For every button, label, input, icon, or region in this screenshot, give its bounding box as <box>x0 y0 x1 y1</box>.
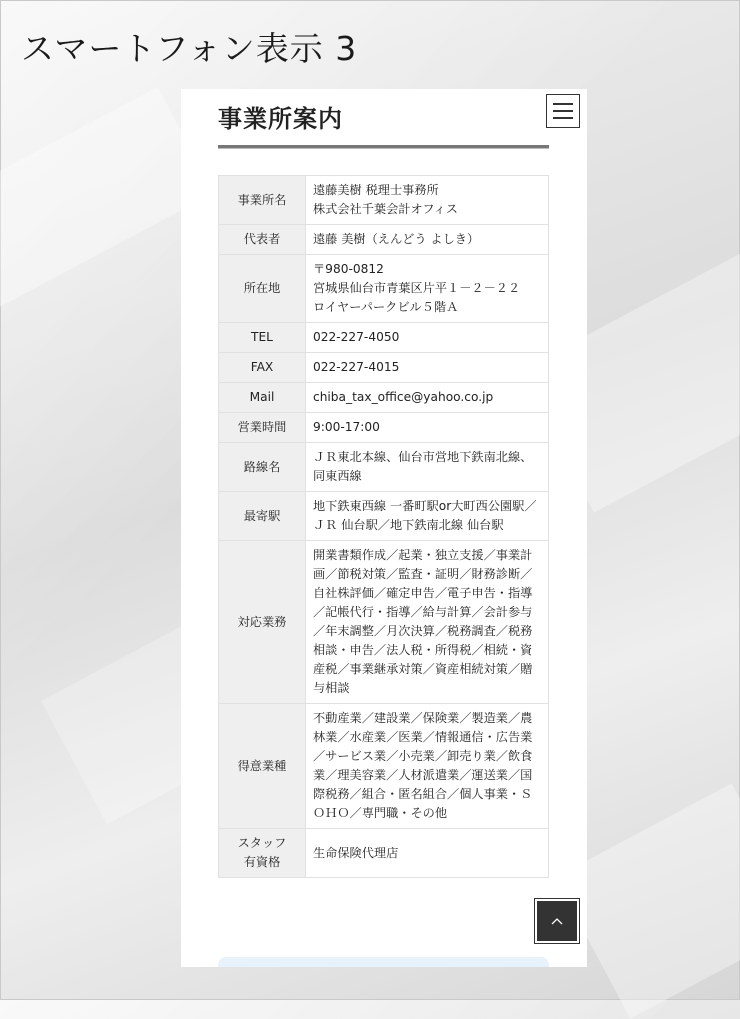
row-label-line: FAX <box>250 360 274 374</box>
title-divider <box>218 145 549 149</box>
smartphone-view <box>181 89 587 967</box>
row-value <box>306 383 549 413</box>
row-value-line: 産税／事業継承対策／資産相続対策／贈 <box>313 662 533 676</box>
row-value-line: 〒980-0812 <box>313 262 384 276</box>
row-value <box>306 353 549 383</box>
row-value <box>306 413 549 443</box>
row-label <box>219 704 306 829</box>
row-label-line: TEL <box>251 330 273 344</box>
row-label <box>219 353 306 383</box>
chevron-up-icon <box>550 916 564 926</box>
row-value <box>306 323 549 353</box>
row-value-line: ／年末調整／月次決算／税務調査／税務 <box>313 624 533 638</box>
row-value-line: 地下鉄東西線 一番町駅or大町西公園駅／ <box>313 499 537 513</box>
row-value-line: 生命保険代理店 <box>313 845 399 860</box>
row-value-line: ロイヤーパークビル５階Ａ <box>313 300 459 314</box>
row-value-line: 相談・申告／法人税・所得税／相続・資 <box>313 643 533 657</box>
row-label-line: 有資格 <box>243 855 281 869</box>
row-value-line: 開業書類作成／起業・独立支援／事業計 <box>313 548 533 562</box>
row-value-line: 株式会社千葉会計オフィス <box>313 202 458 216</box>
row-value-line: ＪＲ東北本線、仙台市営地下鉄南北線、 <box>313 450 533 464</box>
row-label <box>219 443 306 492</box>
table-row <box>219 541 549 704</box>
row-label-line: 営業時間 <box>237 420 287 434</box>
section-title: 事業所案内 <box>218 105 343 133</box>
row-label <box>219 225 306 255</box>
table-row <box>219 829 549 878</box>
row-value-line: 9:00-17:00 <box>313 420 380 434</box>
back-to-top-button[interactable] <box>535 899 579 943</box>
row-value-line: 宮城県仙台市青葉区片平１－２－２２ <box>313 281 521 295</box>
row-value <box>306 443 549 492</box>
row-label-line: 最寄駅 <box>243 508 281 523</box>
table-row <box>219 413 549 443</box>
row-label-line: Mail <box>249 390 275 404</box>
row-value-line: 際税務／組合・匿名組合／個人事業・Ｓ <box>313 787 533 801</box>
row-label-line: 代表者 <box>243 232 281 246</box>
row-value-line: 業／理美容業／人材派遣業／運送業／国 <box>313 768 533 782</box>
row-label <box>219 176 306 225</box>
row-value <box>306 829 549 878</box>
row-value-line: ／サービス業／小売業／卸売り業／飲食 <box>313 749 533 763</box>
office-info-table <box>218 175 549 878</box>
row-value <box>306 255 549 323</box>
row-label <box>219 323 306 353</box>
row-value <box>306 541 549 704</box>
row-value-line: 林業／水産業／医業／情報通信・広告業 <box>313 730 533 744</box>
row-value <box>306 176 549 225</box>
row-label <box>219 413 306 443</box>
page-heading: スマートフォン表示 3 <box>21 29 358 68</box>
row-value-line: 遠藤 美樹（えんどう よしき） <box>313 232 480 246</box>
row-value-line: ／記帳代行・指導／給与計算／会計参与 <box>313 605 533 619</box>
row-label <box>219 541 306 704</box>
table-row <box>219 443 549 492</box>
row-label <box>219 829 306 878</box>
row-value-line: 022-227-4050 <box>313 330 400 344</box>
table-row <box>219 323 549 353</box>
row-value-line: 022-227-4015 <box>313 360 400 374</box>
row-value-line: ＪＲ 仙台駅／地下鉄南北線 仙台駅 <box>313 518 504 532</box>
section-header <box>181 89 587 147</box>
row-label-line: 路線名 <box>243 459 281 474</box>
table-row <box>219 225 549 255</box>
row-value-line: 遠藤美樹 税理士事務所 <box>313 183 439 197</box>
row-label-line: 事業所名 <box>237 192 287 207</box>
hamburger-menu-icon[interactable] <box>546 94 580 128</box>
row-value <box>306 704 549 829</box>
table-row <box>219 492 549 541</box>
row-label <box>219 383 306 413</box>
row-value-line: 同東西線 <box>313 469 362 483</box>
row-label-line: 所在地 <box>243 281 281 295</box>
table-row <box>219 255 549 323</box>
next-section-box <box>218 957 549 967</box>
table-row <box>219 176 549 225</box>
row-label-line: 得意業種 <box>237 758 287 773</box>
row-value <box>306 225 549 255</box>
table-row <box>219 704 549 829</box>
row-label-line: 対応業務 <box>237 614 287 629</box>
row-label-line: スタッフ <box>237 836 287 850</box>
row-value-line: 不動産業／建設業／保険業／製造業／農 <box>313 711 533 725</box>
row-value-line: ＯＨＯ／専門職・その他 <box>313 806 448 820</box>
row-label <box>219 255 306 323</box>
table-row <box>219 383 549 413</box>
row-value-line: chiba_tax_office@yahoo.co.jp <box>313 390 494 404</box>
row-value <box>306 492 549 541</box>
table-row <box>219 353 549 383</box>
row-value-line: 自社株評価／確定申告／電子申告・指導 <box>313 586 533 600</box>
row-label <box>219 492 306 541</box>
row-value-line: 画／節税対策／監査・証明／財務診断／ <box>313 567 533 581</box>
row-value-line: 与相談 <box>313 681 350 695</box>
